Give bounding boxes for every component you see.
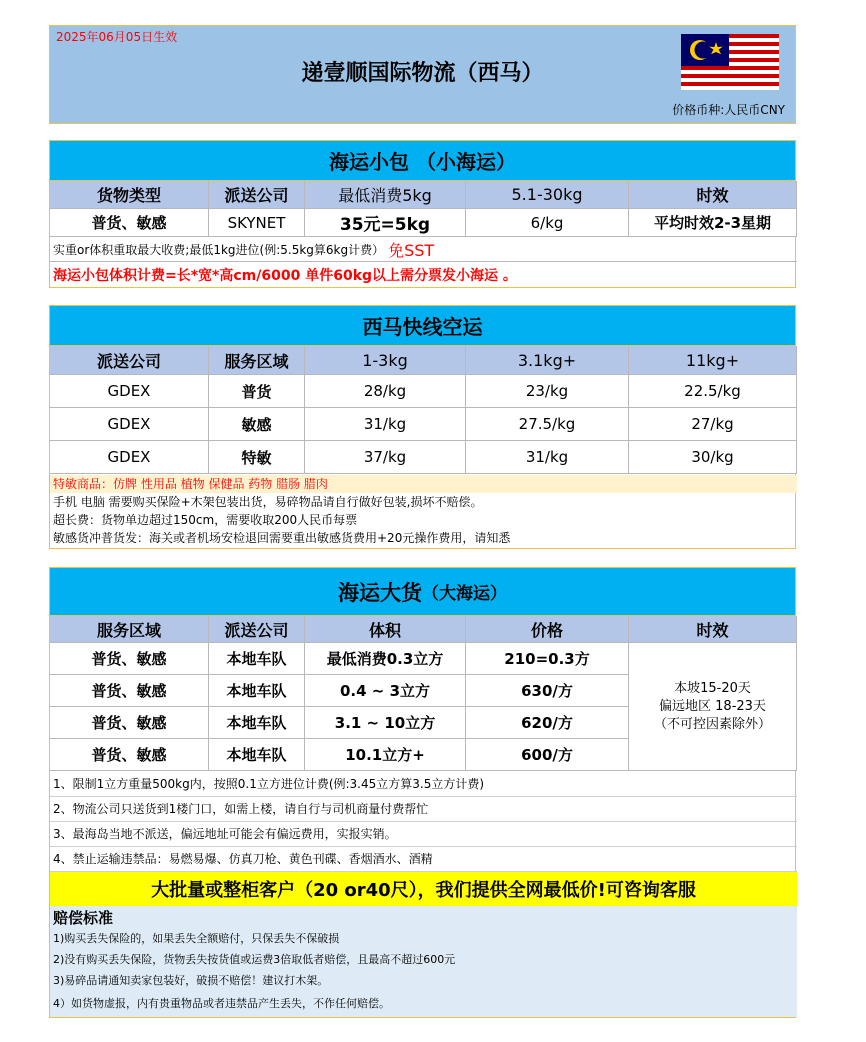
air-express-title: 西马快线空运 xyxy=(49,305,796,346)
col-header-weight-range: 5.1-30kg xyxy=(466,181,629,209)
currency-label: 价格币种:人民币CNY xyxy=(672,103,785,117)
air-note-electronics: 手机 电脑 需要购买保险+木架包装出货，易碎物品请自行做好包装,损坏不赔偿。 xyxy=(53,495,483,509)
col-header-price: 价格 xyxy=(466,616,629,643)
compensation-item: 2)没有购买丢失保险，货物丢失按货值或运费3倍取低者赔偿，且最高不超过600元 xyxy=(53,953,456,966)
service-area-cell: 普货、敏感 xyxy=(50,675,209,707)
bulk-note-weight: 1、限制1立方重量500kg内，按照0.1立方进位计费(例:3.45立方算3.5立方计费) xyxy=(50,772,797,797)
price-cell: 630/方 xyxy=(466,675,629,707)
sea-small-title: 海运小包 （小海运） xyxy=(49,140,796,181)
compensation-item: 1)购买丢失保险的，如果丢失全额赔付，只保丢失不保破损 xyxy=(53,932,340,945)
sea-small-section xyxy=(49,140,796,288)
rate-cell: 23/kg xyxy=(466,375,629,408)
col-header-timing: 时效 xyxy=(629,181,797,209)
sea-bulk-title-sub: （大海运） xyxy=(422,584,507,604)
sea-bulk-title-main: 海运大货 xyxy=(338,580,422,605)
sst-free-highlight: 免SST xyxy=(388,241,435,260)
carrier-cell: 本地车队 xyxy=(209,643,305,675)
col-header-3kg-plus: 3.1kg+ xyxy=(466,346,629,375)
compensation-title: 赔偿标准 xyxy=(53,909,114,927)
carrier-cell: 本地车队 xyxy=(209,675,305,707)
timing-local: 本坡15-20天 xyxy=(674,680,751,696)
sea-small-data-row xyxy=(50,209,797,237)
rate-cell: 27/kg xyxy=(629,408,797,441)
col-header-carrier: 派送公司 xyxy=(50,346,209,375)
rate-cell: 31/kg xyxy=(466,441,629,474)
carrier-cell: 本地车队 xyxy=(209,739,305,771)
col-header-11kg-plus: 11kg+ xyxy=(629,346,797,375)
sea-small-note-2: 海运小包体积计费=长*宽*高cm/6000 单件60kg以上需分票发小海运 。 xyxy=(53,268,517,284)
service-area-cell: 普货 xyxy=(209,375,305,408)
col-header-carrier: 派送公司 xyxy=(209,181,305,209)
service-area-cell: 普货、敏感 xyxy=(50,643,209,675)
air-note-sensitive-goods: 特敏商品：仿牌 性用品 植物 保健品 药物 腊肠 腊肉 xyxy=(50,475,797,493)
bulk-note-delivery: 2、物流公司只送货到1楼门口，如需上楼，请自行与司机商量付费帮忙 xyxy=(50,797,797,822)
table-row xyxy=(50,408,797,441)
air-express-section xyxy=(49,305,796,549)
volume-cell: 3.1 ~ 10立方 xyxy=(305,707,466,739)
note-text: 实重or体积重取最大收费;最低1kg进位(例:5.5kg算6kg计费） xyxy=(53,243,385,257)
price-cell: 620/方 xyxy=(466,707,629,739)
volume-cell: 0.4 ~ 3立方 xyxy=(305,675,466,707)
timing-remote: 偏远地区 18-23天 xyxy=(659,698,766,714)
sea-small-note-1 xyxy=(50,238,797,262)
effective-date: 2025年06月05日生效 xyxy=(56,30,178,44)
table-row xyxy=(50,375,797,408)
header-banner xyxy=(49,25,796,124)
min-charge-cell: 35元=5kg xyxy=(305,209,466,237)
compensation-section xyxy=(50,906,797,1017)
sea-bulk-header-row xyxy=(50,616,797,643)
timing-cell: 平均时效2-3星期 xyxy=(629,209,797,237)
air-note-oversize: 超长费：货物单边超过150cm，需要收取200人民币每票 xyxy=(53,513,358,527)
col-header-min-charge: 最低消费5kg xyxy=(305,181,466,209)
volume-cell: 最低消费0.3立方 xyxy=(305,643,466,675)
cargo-type-cell: 普货、敏感 xyxy=(50,209,209,237)
price-cell: 600/方 xyxy=(466,739,629,771)
sea-bulk-title xyxy=(49,567,796,616)
price-cell: 210=0.3方 xyxy=(466,643,629,675)
carrier-cell: SKYNET xyxy=(209,209,305,237)
col-header-service-area: 服务区域 xyxy=(50,616,209,643)
rate-cell: 27.5/kg xyxy=(466,408,629,441)
col-header-timing: 时效 xyxy=(629,616,797,643)
carrier-cell: GDEX xyxy=(50,375,209,408)
air-note-customs: 敏感货冲普货发：海关或者机场安检退回需要重出敏感货费用+20元操作费用，请知悉 xyxy=(53,531,511,545)
bulk-promo-banner: 大批量或整柜客户（20 or40尺），我们提供全网最低价!可咨询客服 xyxy=(50,872,797,906)
rate-cell: 22.5/kg xyxy=(629,375,797,408)
bulk-timing-cell xyxy=(629,643,797,771)
sea-bulk-section xyxy=(49,567,796,1018)
air-express-header-row xyxy=(50,346,797,375)
rate-cell: 37/kg xyxy=(305,441,466,474)
timing-disclaimer: （不可控因素除外） xyxy=(653,716,771,732)
col-header-volume: 体积 xyxy=(305,616,466,643)
rate-cell: 31/kg xyxy=(305,408,466,441)
compensation-item: 3)易碎品请通知卖家包装好，破损不赔偿！建议打木架。 xyxy=(53,974,329,987)
page-title: 递壹顺国际物流（西马） xyxy=(301,61,544,86)
service-area-cell: 特敏 xyxy=(209,441,305,474)
sea-small-header-row xyxy=(50,181,797,209)
service-area-cell: 普货、敏感 xyxy=(50,707,209,739)
rate-cell: 30/kg xyxy=(629,441,797,474)
carrier-cell: 本地车队 xyxy=(209,707,305,739)
carrier-cell: GDEX xyxy=(50,441,209,474)
compensation-item: 4）如货物虚报，内有贵重物品或者违禁品产生丢失，不作任何赔偿。 xyxy=(53,997,390,1010)
volume-cell: 10.1立方+ xyxy=(305,739,466,771)
col-header-carrier: 派送公司 xyxy=(209,616,305,643)
service-area-cell: 敏感 xyxy=(209,408,305,441)
malaysia-flag-icon xyxy=(681,34,779,90)
bulk-note-prohibited: 4、禁止运输违禁品：易燃易爆、仿真刀枪、黄色刊碟、香烟酒水、酒精 xyxy=(50,847,797,872)
service-area-cell: 普货、敏感 xyxy=(50,739,209,771)
col-header-1-3kg: 1-3kg xyxy=(305,346,466,375)
bulk-note-remote: 3、最海岛当地不派送，偏远地址可能会有偏远费用，实报实销。 xyxy=(50,822,797,847)
table-row xyxy=(50,441,797,474)
rate-cell: 28/kg xyxy=(305,375,466,408)
carrier-cell: GDEX xyxy=(50,408,209,441)
col-header-cargo-type: 货物类型 xyxy=(50,181,209,209)
col-header-service-area: 服务区域 xyxy=(209,346,305,375)
rate-cell: 6/kg xyxy=(466,209,629,237)
